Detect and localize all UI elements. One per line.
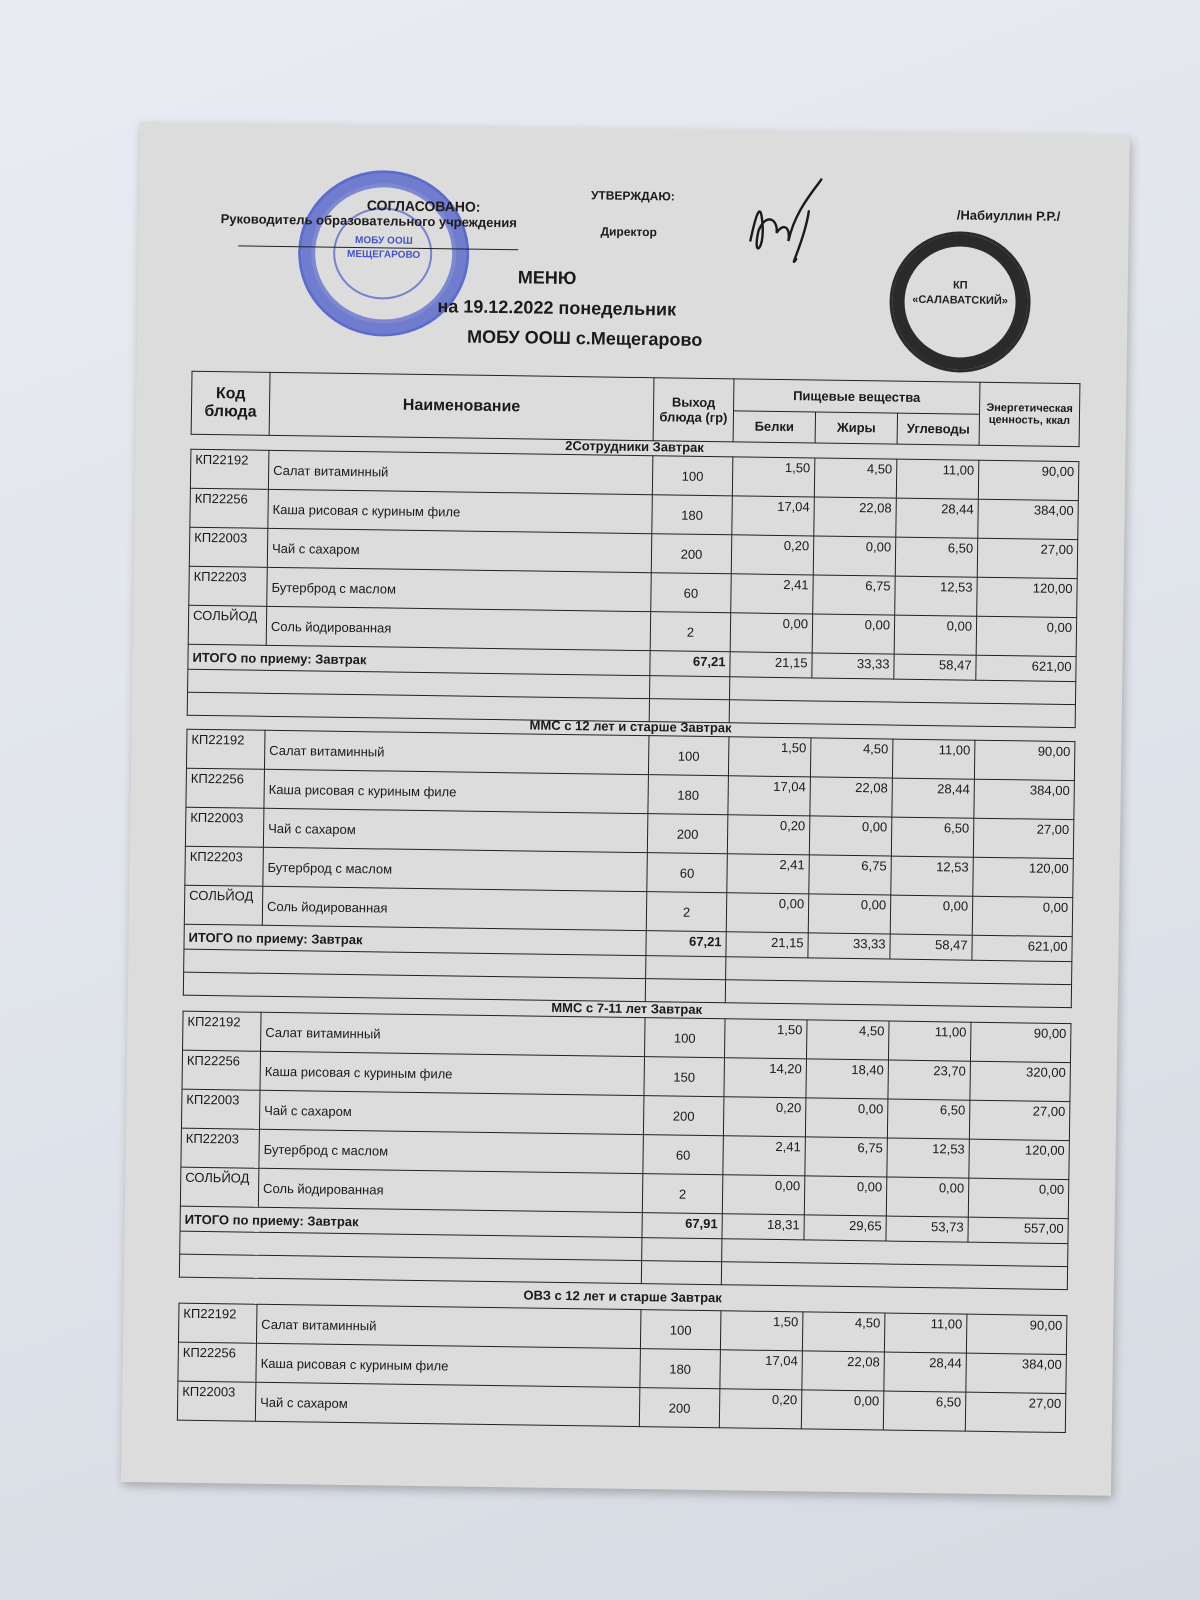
section-title: ММС с 12 лет и старше Завтрак — [529, 717, 732, 736]
dish-protein: 0,20 — [719, 1389, 802, 1429]
dish-energy: 320,00 — [970, 1061, 1071, 1101]
dish-code: КП22192 — [190, 449, 269, 489]
total-label: ИТОГО по приему: Завтрак — [184, 924, 646, 955]
dish-energy: 120,00 — [977, 577, 1078, 617]
section-table — [187, 449, 1080, 728]
dish-yield: 100 — [652, 456, 733, 496]
dish-protein: 0,20 — [731, 535, 814, 575]
dish-yield: 180 — [648, 775, 729, 815]
dish-fat: 0,00 — [812, 614, 895, 654]
dish-code: КП22256 — [182, 1050, 261, 1090]
col-code: Код блюда — [191, 371, 270, 435]
dish-yield: 200 — [639, 1388, 720, 1428]
dish-protein: 0,00 — [730, 613, 813, 653]
dish-energy: 384,00 — [978, 499, 1079, 539]
dish-protein: 1,50 — [724, 1019, 807, 1059]
dish-carbs: 12,53 — [895, 576, 978, 616]
dish-protein: 1,50 — [732, 457, 815, 497]
dish-fat: 22,08 — [802, 1351, 885, 1391]
dish-carbs: 12,53 — [887, 1138, 970, 1178]
school-stamp-line2: МЕЩЕГАРОВО — [346, 248, 421, 261]
dish-yield: 60 — [647, 853, 728, 893]
total-energy: 621,00 — [976, 655, 1076, 681]
dish-code: КП22203 — [185, 846, 264, 886]
dish-protein: 2,41 — [727, 854, 810, 894]
dish-fat: 6,75 — [809, 855, 892, 895]
dish-carbs: 0,00 — [894, 615, 977, 655]
dish-protein: 2,41 — [731, 574, 814, 614]
school-name: МОБУ ООШ с.Мещегарово — [466, 326, 703, 350]
dish-yield: 100 — [640, 1310, 721, 1350]
col-nutrients: Пищевые вещества — [734, 379, 980, 414]
dish-yield: 2 — [642, 1174, 723, 1214]
dish-energy: 27,00 — [969, 1100, 1070, 1140]
section-title: ММС с 7-11 лет Завтрак — [551, 999, 703, 1017]
dish-name: Салат витаминный — [256, 1304, 641, 1348]
dish-code: КП22003 — [185, 807, 264, 847]
dish-yield: 200 — [647, 814, 728, 854]
dish-fat: 0,00 — [804, 1176, 887, 1216]
menu-date: на 19.12.2022 понедельник — [437, 296, 677, 320]
total-energy: 557,00 — [968, 1217, 1068, 1243]
approve-title: УТВЕРЖДАЮ: — [590, 188, 675, 204]
dish-energy: 0,00 — [968, 1178, 1069, 1218]
dish-name: Каша рисовая с куриным филе — [268, 489, 653, 533]
dish-energy: 90,00 — [966, 1314, 1067, 1354]
dish-protein: 17,04 — [720, 1350, 803, 1390]
dish-yield: 180 — [652, 495, 733, 535]
dish-fat: 0,00 — [808, 894, 891, 934]
dish-carbs: 6,50 — [895, 537, 978, 577]
dish-carbs: 11,00 — [884, 1313, 967, 1353]
total-carbs: 58,47 — [894, 654, 976, 680]
dish-carbs: 6,50 — [891, 817, 974, 857]
dish-protein: 0,20 — [727, 815, 810, 855]
total-label: ИТОГО по приему: Завтрак — [188, 644, 650, 675]
dish-energy: 120,00 — [973, 857, 1074, 897]
total-protein: 21,15 — [730, 652, 812, 678]
dish-yield: 150 — [644, 1057, 725, 1097]
dish-protein: 1,50 — [720, 1311, 803, 1351]
section-title: ОВЗ с 12 лет и старше Завтрак — [523, 1287, 722, 1306]
dish-fat: 4,50 — [806, 1020, 889, 1060]
dish-name: Соль йодированная — [262, 886, 647, 930]
dish-fat: 4,50 — [802, 1312, 885, 1352]
dish-energy: 0,00 — [972, 896, 1073, 936]
dish-carbs: 0,00 — [890, 895, 973, 935]
dish-code: КП22003 — [177, 1381, 256, 1421]
total-yield: 67,21 — [650, 651, 730, 677]
dish-energy: 384,00 — [974, 779, 1075, 819]
dish-carbs: 11,00 — [892, 739, 975, 779]
dish-energy: 90,00 — [970, 1022, 1071, 1062]
dish-fat: 6,75 — [813, 575, 896, 615]
dish-energy: 0,00 — [976, 616, 1077, 656]
dish-yield: 2 — [646, 892, 727, 932]
dish-protein: 17,04 — [732, 496, 815, 536]
dish-yield: 60 — [651, 573, 732, 613]
director-signature — [738, 170, 850, 282]
dish-name: Каша рисовая с куриным филе — [256, 1343, 641, 1387]
section-table — [177, 1303, 1068, 1433]
dish-energy: 90,00 — [978, 460, 1079, 500]
dish-protein: 2,41 — [723, 1136, 806, 1176]
dish-fat: 0,00 — [805, 1098, 888, 1138]
col-energy: Энергетическая ценность, ккал — [979, 382, 1080, 446]
dish-fat: 0,00 — [813, 536, 896, 576]
col-carbs: Углеводы — [897, 413, 979, 446]
dish-name: Соль йодированная — [266, 606, 651, 650]
dish-code: КП22192 — [183, 1011, 262, 1051]
dish-carbs: 11,00 — [888, 1021, 971, 1061]
total-fat: 29,65 — [804, 1215, 886, 1241]
dish-carbs: 28,44 — [884, 1352, 967, 1392]
dish-yield: 200 — [643, 1096, 724, 1136]
dish-name: Бутерброд с маслом — [267, 567, 652, 611]
dish-name: Салат витаминный — [261, 1012, 646, 1056]
dish-code: КП22256 — [190, 488, 269, 528]
dish-protein: 0,00 — [726, 893, 809, 933]
dish-code: КП22256 — [178, 1342, 257, 1382]
dish-carbs: 0,00 — [886, 1177, 969, 1217]
dish-code: СОЛЬЙОД — [184, 885, 263, 925]
col-yield: Выход блюда (гр) — [653, 378, 734, 442]
dish-carbs: 23,70 — [888, 1060, 971, 1100]
dish-yield: 100 — [644, 1018, 725, 1058]
director-name: /Набиуллин Р.Р./ — [956, 207, 1061, 224]
dish-fat: 22,08 — [814, 497, 897, 537]
total-yield: 67,21 — [646, 931, 726, 957]
dish-name: Бутерброд с маслом — [259, 1129, 644, 1173]
dish-protein: 0,00 — [722, 1175, 805, 1215]
total-protein: 21,15 — [726, 932, 808, 958]
dish-carbs: 6,50 — [883, 1391, 966, 1431]
dish-name: Каша рисовая с куриным филе — [264, 769, 649, 813]
dish-energy: 90,00 — [974, 740, 1075, 780]
dish-name: Чай с сахаром — [267, 528, 652, 572]
total-fat: 33,33 — [812, 653, 894, 679]
dish-energy: 120,00 — [969, 1139, 1070, 1179]
dish-protein: 0,20 — [723, 1097, 806, 1137]
dish-fat: 18,40 — [806, 1059, 889, 1099]
dish-carbs: 28,44 — [892, 778, 975, 818]
total-fat: 33,33 — [808, 933, 890, 959]
dish-name: Чай с сахаром — [259, 1090, 644, 1134]
dish-yield: 2 — [650, 612, 731, 652]
dish-fat: 6,75 — [805, 1137, 888, 1177]
dish-name: Салат витаминный — [268, 450, 653, 494]
dish-fat: 22,08 — [810, 777, 893, 817]
school-stamp-line1: МОБУ ООШ — [354, 235, 413, 247]
total-yield: 67,91 — [642, 1213, 722, 1239]
dish-protein: 1,50 — [728, 737, 811, 777]
dish-fat: 4,50 — [814, 458, 897, 498]
dish-name: Чай с сахаром — [263, 808, 648, 852]
dish-code: КП22192 — [186, 729, 265, 769]
col-protein: Белки — [733, 410, 815, 443]
total-carbs: 53,73 — [886, 1216, 968, 1242]
col-name: Наименование — [269, 372, 654, 440]
dish-name: Каша рисовая с куриным филе — [260, 1051, 645, 1095]
dish-fat: 4,50 — [810, 738, 893, 778]
supplier-stamp — [889, 230, 1032, 373]
dish-name: Чай с сахаром — [255, 1382, 640, 1426]
dish-energy: 384,00 — [966, 1353, 1067, 1393]
dish-yield: 60 — [643, 1135, 724, 1175]
section-table — [179, 1011, 1072, 1290]
dish-carbs: 6,50 — [887, 1099, 970, 1139]
agreed-title: СОГЛАСОВАНО: — [366, 197, 481, 215]
dish-protein: 17,04 — [728, 776, 811, 816]
dish-code: КП22203 — [181, 1128, 260, 1168]
col-fat: Жиры — [815, 411, 897, 444]
dish-carbs: 28,44 — [896, 498, 979, 538]
dish-fat: 0,00 — [801, 1390, 884, 1430]
agreed-role: Руководитель образовательного учреждения — [220, 211, 517, 231]
dish-energy: 27,00 — [973, 818, 1074, 858]
dish-code: КП22003 — [189, 527, 268, 567]
dish-code: КП22003 — [181, 1089, 260, 1129]
section-table — [183, 729, 1076, 1008]
supplier-stamp-line2: «САЛАВАТСКИЙ» — [912, 293, 1008, 308]
dish-code: КП22256 — [186, 768, 265, 808]
menu-document — [121, 122, 1130, 1496]
dish-code: СОЛЬЙОД — [180, 1167, 259, 1207]
dish-carbs: 12,53 — [891, 856, 974, 896]
dish-code: СОЛЬЙОД — [188, 605, 267, 645]
dish-yield: 180 — [640, 1349, 721, 1389]
dish-code: КП22192 — [178, 1303, 257, 1343]
approve-role: Директор — [600, 224, 657, 240]
dish-name: Салат витаминный — [264, 730, 649, 774]
dish-name: Соль йодированная — [258, 1168, 643, 1212]
dish-energy: 27,00 — [965, 1392, 1066, 1432]
dish-fat: 0,00 — [809, 816, 892, 856]
dish-code: КП22203 — [189, 566, 268, 606]
dish-energy: 27,00 — [977, 538, 1078, 578]
dish-carbs: 11,00 — [896, 459, 979, 499]
dish-yield: 200 — [651, 534, 732, 574]
dish-protein: 14,20 — [724, 1058, 807, 1098]
dish-yield: 100 — [648, 736, 729, 776]
section-title: 2Сотрудники Завтрак — [565, 437, 704, 455]
total-carbs: 58,47 — [890, 934, 972, 960]
menu-title: МЕНЮ — [517, 267, 577, 289]
total-energy: 621,00 — [972, 935, 1072, 961]
total-label: ИТОГО по приему: Завтрак — [180, 1206, 642, 1237]
supplier-stamp-line1: КП — [952, 279, 968, 292]
dish-name: Бутерброд с маслом — [263, 847, 648, 891]
total-protein: 18,31 — [722, 1214, 804, 1240]
